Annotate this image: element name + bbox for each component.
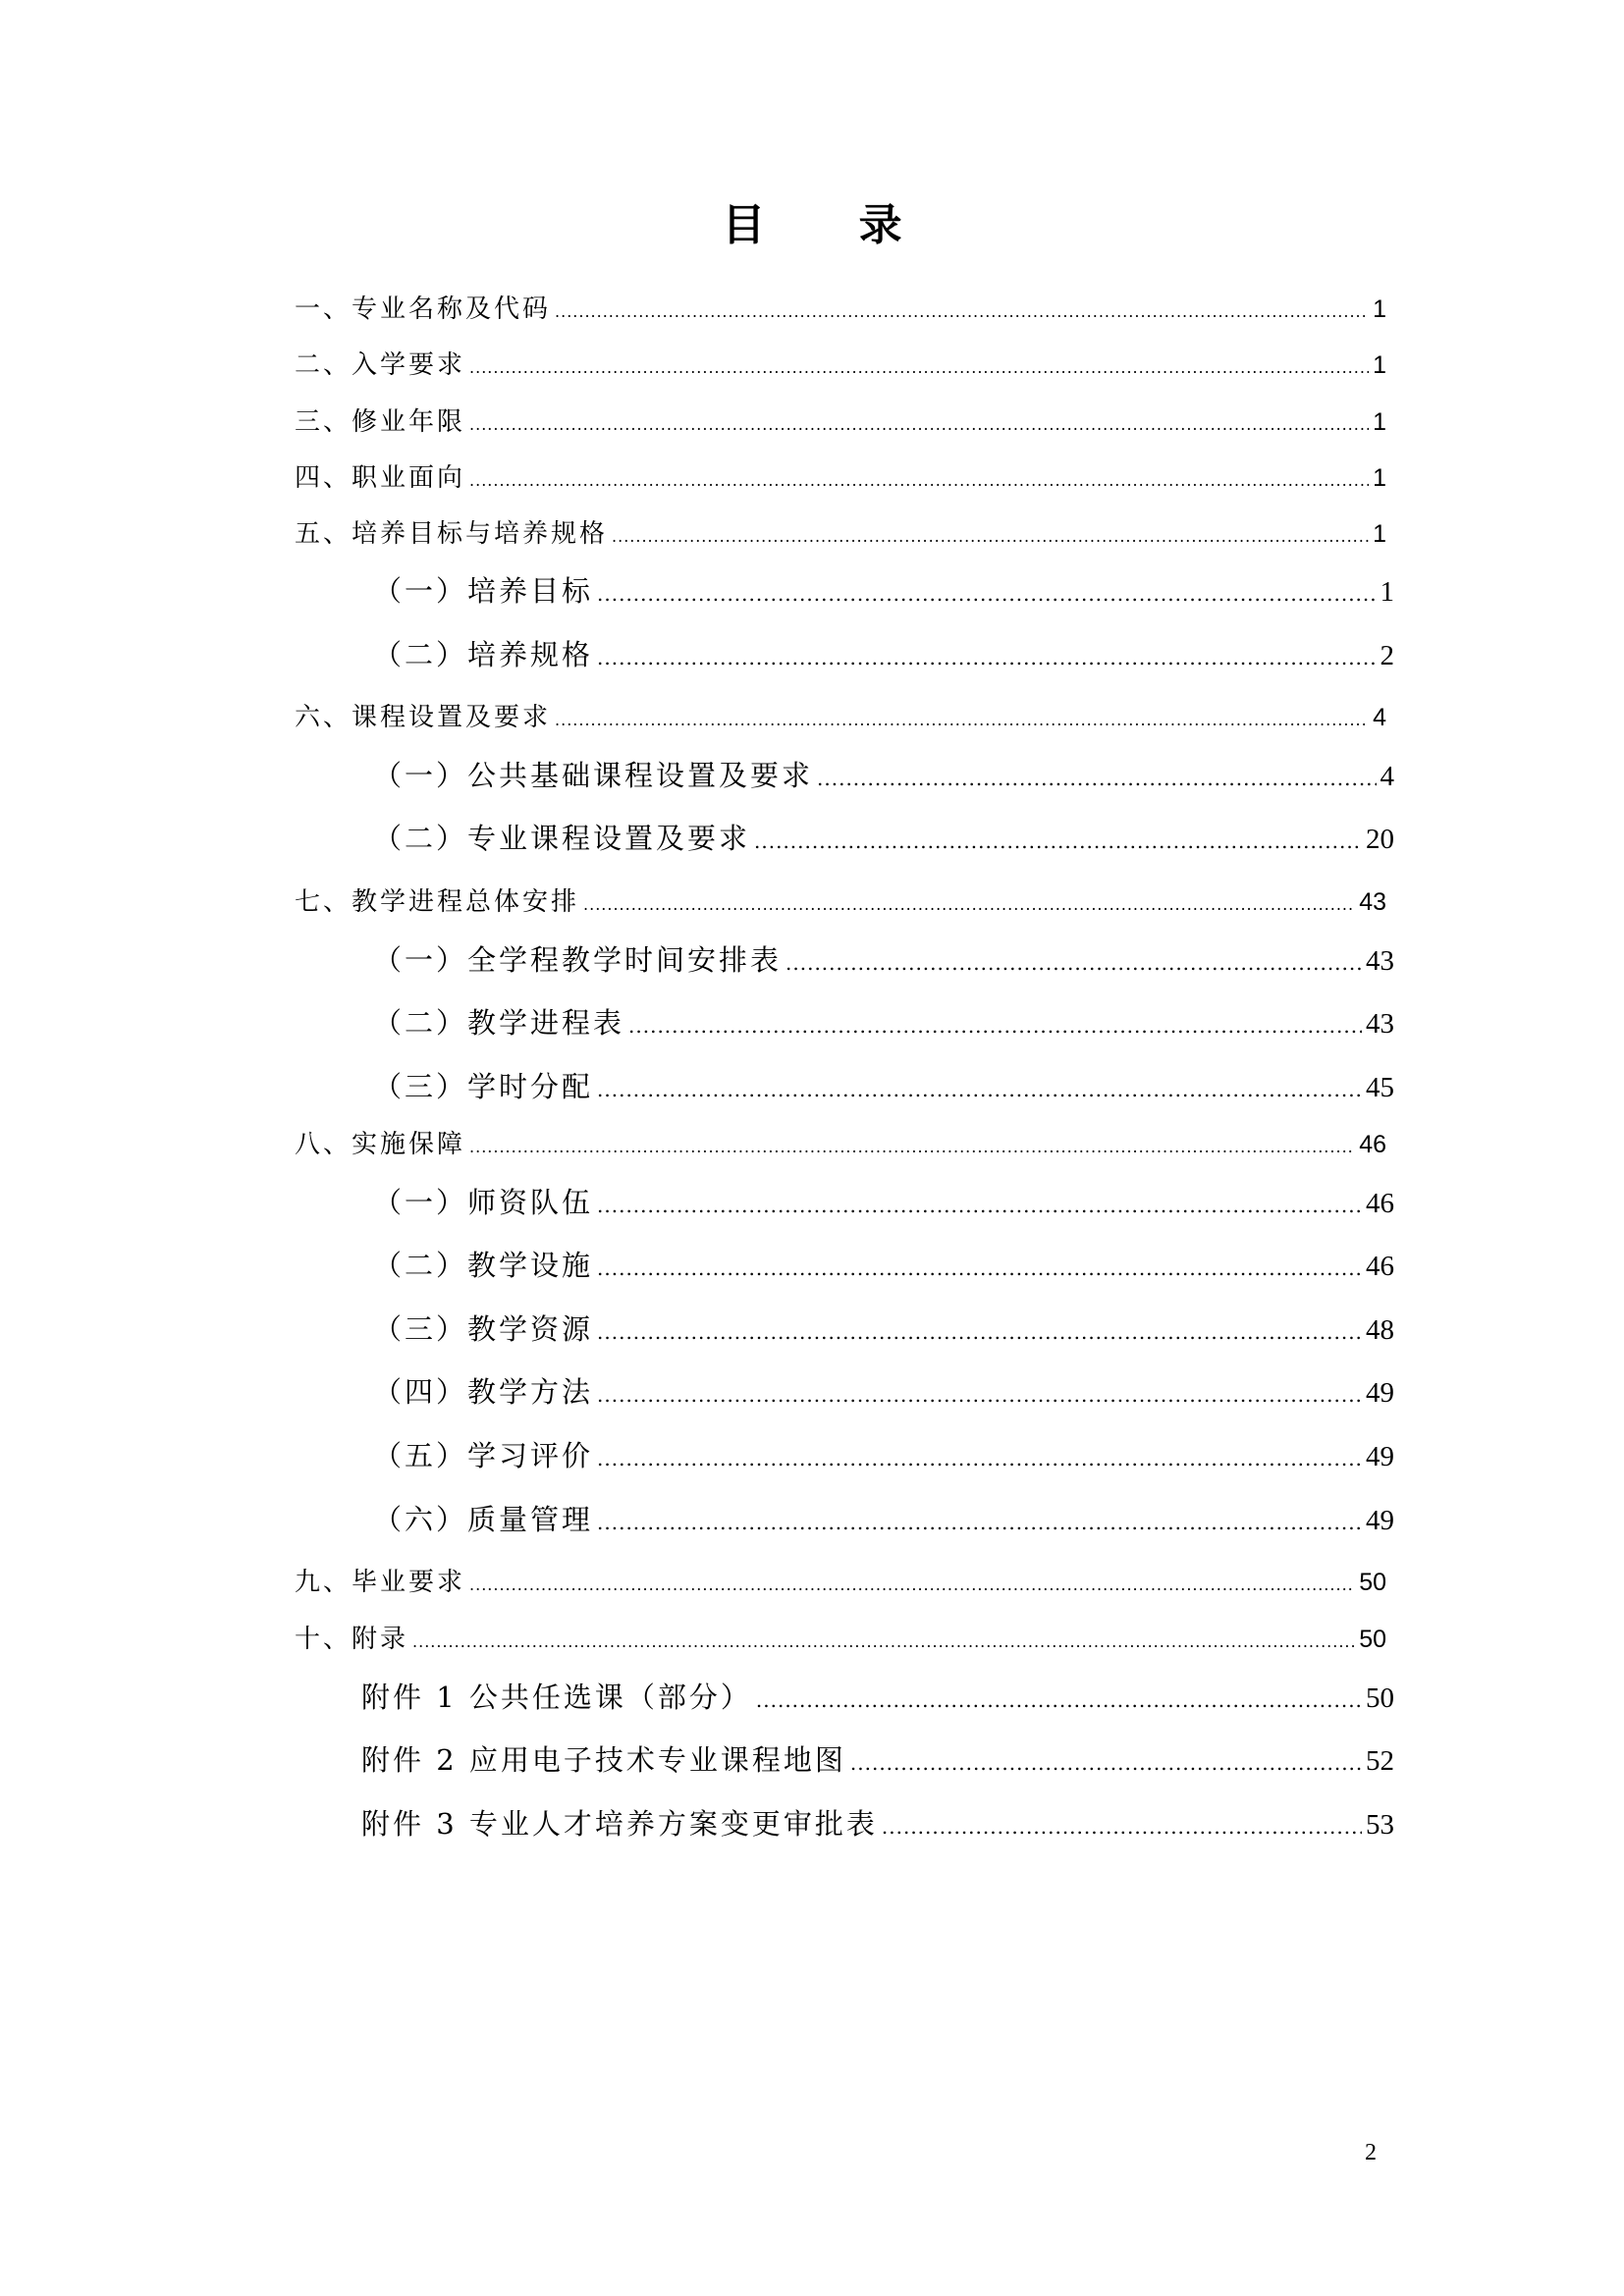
toc-leader bbox=[597, 1246, 1362, 1288]
toc-entry-page: 50 bbox=[1359, 1569, 1386, 1596]
toc-entry-page: 43 bbox=[1366, 945, 1394, 977]
toc-entry-page: 4 bbox=[1380, 761, 1394, 792]
toc-entry-label: （五）学习评价 bbox=[373, 1439, 594, 1472]
toc-leader bbox=[412, 1620, 1355, 1662]
toc-entry[interactable] bbox=[373, 1183, 1394, 1222]
toc-entry-page: 43 bbox=[1366, 1008, 1394, 1040]
toc-entry-label: 六、课程设置及要求 bbox=[295, 703, 552, 732]
toc-entry-label: 四、职业面向 bbox=[295, 463, 466, 493]
toc-entry-label: （一）师资队伍 bbox=[373, 1186, 594, 1219]
toc-entry-label: （二）培养规格 bbox=[373, 638, 594, 671]
toc-entry[interactable] bbox=[373, 635, 1394, 674]
toc-leader bbox=[882, 1804, 1362, 1846]
toc-entry-page: 4 bbox=[1373, 704, 1386, 731]
toc-entry-page: 43 bbox=[1359, 888, 1386, 916]
toc-entry-label: （二）教学进程表 bbox=[373, 1006, 625, 1040]
toc-entry-page: 20 bbox=[1366, 824, 1394, 855]
toc-leader bbox=[756, 1678, 1362, 1720]
toc-entry-label: （三）教学资源 bbox=[373, 1312, 594, 1346]
toc-entry-page: 1 bbox=[1373, 520, 1386, 548]
toc-entry-label: （六）质量管理 bbox=[373, 1503, 594, 1536]
toc-leader bbox=[597, 571, 1376, 614]
toc-entry[interactable] bbox=[295, 1125, 1386, 1164]
toc-entry-label: 二、入学要求 bbox=[295, 350, 466, 380]
toc-entry-page: 45 bbox=[1366, 1072, 1394, 1103]
toc-entry-label: 三、修业年限 bbox=[295, 407, 466, 437]
toc-entry[interactable] bbox=[295, 290, 1386, 329]
toc-entry-page: 2 bbox=[1380, 640, 1394, 671]
toc-leader bbox=[785, 940, 1362, 983]
toc-entry[interactable] bbox=[373, 1003, 1394, 1042]
toc-entry-label: （一）全学程教学时间安排表 bbox=[373, 943, 783, 977]
toc-entry-page: 49 bbox=[1366, 1441, 1394, 1472]
toc-leader bbox=[555, 290, 1369, 332]
toc-entry[interactable] bbox=[373, 571, 1394, 611]
toc-leader bbox=[469, 458, 1369, 501]
toc-leader bbox=[754, 819, 1362, 861]
toc-leader bbox=[817, 756, 1376, 798]
toc-leader bbox=[597, 635, 1376, 677]
toc-entry[interactable] bbox=[361, 1678, 1394, 1717]
toc-entry[interactable] bbox=[295, 458, 1386, 498]
toc-leader bbox=[469, 1125, 1355, 1167]
toc-entry[interactable] bbox=[373, 1372, 1394, 1412]
toc-title: 目 录 bbox=[722, 200, 942, 250]
toc-leader bbox=[597, 1436, 1362, 1478]
toc-entry-label: 一、专业名称及代码 bbox=[295, 294, 552, 324]
toc-entry-label: （三）学时分配 bbox=[373, 1070, 594, 1103]
toc-entry[interactable] bbox=[373, 1246, 1394, 1285]
toc-entry[interactable] bbox=[295, 882, 1386, 922]
toc-entry-label: （一）培养目标 bbox=[373, 574, 594, 608]
toc-entry-label: 八、实施保障 bbox=[295, 1130, 466, 1159]
toc-entry[interactable] bbox=[373, 1309, 1394, 1349]
toc-entry-label: 十、附录 bbox=[295, 1625, 409, 1654]
toc-entry-page: 50 bbox=[1359, 1626, 1386, 1653]
toc-entry[interactable] bbox=[361, 1740, 1394, 1780]
toc-entry-label: （四）教学方法 bbox=[373, 1375, 594, 1409]
toc-entry-page: 53 bbox=[1366, 1809, 1394, 1841]
toc-entry-page: 1 bbox=[1373, 295, 1386, 323]
toc-entry-label: （二）教学设施 bbox=[373, 1249, 594, 1282]
toc-leader bbox=[597, 1183, 1362, 1225]
toc-entry-page: 1 bbox=[1373, 464, 1386, 492]
toc-leader bbox=[469, 346, 1369, 388]
toc-entry-label: 七、教学进程总体安排 bbox=[295, 887, 580, 917]
toc-entry-label: （二）专业课程设置及要求 bbox=[373, 822, 751, 855]
toc-leader bbox=[469, 402, 1369, 445]
toc-leader bbox=[583, 882, 1355, 925]
toc-entry[interactable] bbox=[295, 514, 1386, 554]
toc-entry-page: 46 bbox=[1366, 1188, 1394, 1219]
toc-entry[interactable] bbox=[373, 1436, 1394, 1475]
toc-entry[interactable] bbox=[373, 756, 1394, 795]
toc-entry-label: 九、毕业要求 bbox=[295, 1568, 466, 1597]
toc-entry-page: 1 bbox=[1380, 576, 1394, 608]
toc-entry[interactable] bbox=[373, 1500, 1394, 1539]
toc-entry-page: 49 bbox=[1366, 1377, 1394, 1409]
toc-entry-label: 附件 1 公共任选课（部分） bbox=[361, 1681, 752, 1714]
toc-entry[interactable] bbox=[373, 819, 1394, 858]
toc-entry-page: 46 bbox=[1359, 1131, 1386, 1158]
toc-entry-page: 1 bbox=[1373, 408, 1386, 436]
toc-leader bbox=[597, 1372, 1362, 1415]
toc-leader bbox=[555, 698, 1369, 740]
toc-entry[interactable] bbox=[373, 1067, 1394, 1106]
toc-entry[interactable] bbox=[361, 1804, 1394, 1843]
page-number: 2 bbox=[1365, 2140, 1377, 2165]
toc-entry-page: 49 bbox=[1366, 1505, 1394, 1536]
toc-entry-label: 附件 2 应用电子技术专业课程地图 bbox=[361, 1743, 846, 1777]
toc-leader bbox=[628, 1003, 1362, 1045]
toc-entry[interactable] bbox=[295, 346, 1386, 385]
toc-entry[interactable] bbox=[295, 402, 1386, 442]
toc-entry[interactable] bbox=[295, 1620, 1386, 1659]
toc-leader bbox=[597, 1067, 1362, 1109]
toc-entry[interactable] bbox=[295, 698, 1386, 737]
toc-entry-label: （一）公共基础课程设置及要求 bbox=[373, 759, 814, 792]
toc-entry-label: 五、培养目标与培养规格 bbox=[295, 519, 609, 549]
toc-entry[interactable] bbox=[295, 1563, 1386, 1602]
toc-entry-page: 52 bbox=[1366, 1745, 1394, 1777]
toc-leader bbox=[469, 1563, 1355, 1605]
toc-leader bbox=[597, 1500, 1362, 1542]
toc-entry-page: 1 bbox=[1373, 351, 1386, 379]
toc-entry-label: 附件 3 专业人才培养方案变更审批表 bbox=[361, 1807, 878, 1841]
toc-entry-page: 46 bbox=[1366, 1251, 1394, 1282]
toc-leader bbox=[612, 514, 1369, 557]
toc-entry[interactable] bbox=[373, 940, 1394, 980]
toc-leader bbox=[850, 1740, 1362, 1783]
toc-entry-page: 48 bbox=[1366, 1314, 1394, 1346]
toc-entry-page: 50 bbox=[1366, 1682, 1394, 1714]
toc-leader bbox=[597, 1309, 1362, 1352]
